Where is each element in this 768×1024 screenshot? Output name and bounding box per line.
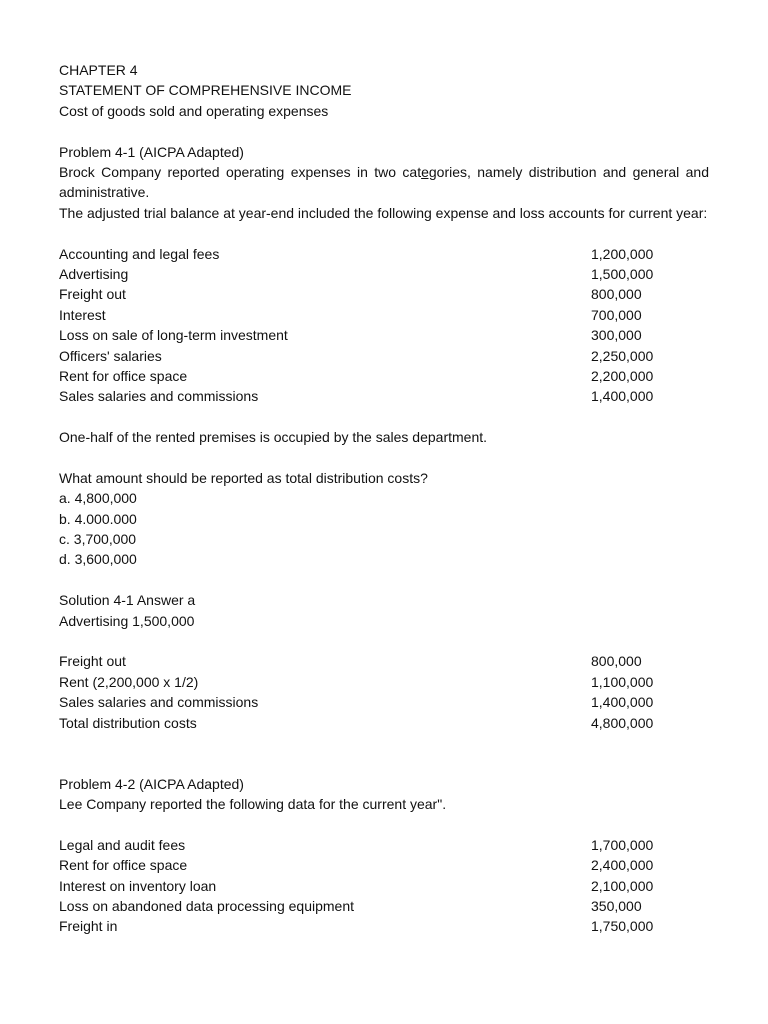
answer-choice: d. 3,600,000 — [59, 551, 137, 568]
underlined-text: eg — [421, 163, 437, 180]
account-label: Freight in — [59, 918, 118, 935]
table-row — [59, 692, 709, 712]
account-label: Advertising — [59, 265, 129, 282]
account-amount: 300,000 — [591, 327, 642, 344]
table-row — [59, 651, 709, 671]
account-label: Rent for office space — [59, 367, 188, 384]
account-amount: 2,200,000 — [591, 367, 654, 384]
document-page — [59, 60, 709, 937]
account-label: Rent for office space — [59, 857, 188, 874]
table-row — [59, 325, 709, 345]
solution-amount: 800,000 — [591, 653, 642, 670]
problem-4-1-heading: Problem 4-1 (AICPA Adapted) — [59, 143, 244, 160]
table-row — [59, 305, 709, 325]
account-label: Accounting and legal fees — [59, 245, 220, 262]
solution-advertising-line: Advertising 1,500,000 — [59, 612, 195, 629]
account-label: Loss on abandoned data processing equipment — [59, 898, 354, 915]
account-amount: 800,000 — [591, 286, 642, 303]
account-label: Legal and audit fees — [59, 836, 186, 853]
solution-4-1-heading: Solution 4-1 Answer a — [59, 592, 196, 609]
solution-amount: 4,800,000 — [591, 714, 654, 731]
account-amount: 1,200,000 — [591, 245, 654, 262]
problem-4-1-paragraph-1 — [59, 162, 709, 203]
table-row — [59, 284, 709, 304]
account-amount: 1,400,000 — [591, 388, 654, 405]
account-label: Interest on inventory loan — [59, 877, 217, 894]
account-label: Loss on sale of long-term investment — [59, 327, 288, 344]
table-row — [59, 366, 709, 386]
problem-4-1-paragraph-2: The adjusted trial balance at year-end included the following expense and loss accounts for current year: — [59, 204, 708, 221]
problem-4-2-heading: Problem 4-2 (AICPA Adapted) — [59, 775, 244, 792]
answer-choice: b. 4.000.000 — [59, 510, 137, 527]
paragraph-text: ories, namely distribution and general and administrative. — [59, 163, 709, 201]
solution-4-1-table — [59, 651, 709, 733]
solution-label: Rent (2,200,000 x 1/2) — [59, 673, 199, 690]
answer-choice: c. 3,700,000 — [59, 531, 137, 548]
table-row — [59, 713, 709, 733]
account-amount: 2,100,000 — [591, 877, 654, 894]
account-amount: 1,500,000 — [591, 265, 654, 282]
question-text: What amount should be reported as total distribution costs? — [59, 469, 428, 486]
table-row — [59, 346, 709, 366]
solution-label: Freight out — [59, 653, 126, 670]
account-amount: 2,400,000 — [591, 857, 654, 874]
table-row — [59, 876, 709, 896]
table-row — [59, 916, 709, 936]
paragraph-text: Brock Company reported operating expenses in two cat — [59, 163, 422, 180]
account-amount: 2,250,000 — [591, 347, 654, 364]
account-amount: 1,750,000 — [591, 918, 654, 935]
solution-amount: 1,400,000 — [591, 694, 654, 711]
table-row — [59, 386, 709, 406]
table-row — [59, 264, 709, 284]
account-label: Freight out — [59, 286, 126, 303]
solution-amount: 1,100,000 — [591, 673, 654, 690]
solution-label: Total distribution costs — [59, 714, 197, 731]
account-amount: 700,000 — [591, 306, 642, 323]
problem-4-2-accounts-table — [59, 835, 709, 937]
account-amount: 1,700,000 — [591, 836, 654, 853]
rented-premises-note: One-half of the rented premises is occupied by the sales department. — [59, 429, 488, 446]
account-amount: 350,000 — [591, 898, 642, 915]
chapter-heading: CHAPTER 4 — [59, 62, 138, 78]
account-label: Officers' salaries — [59, 347, 162, 364]
answer-choice: a. 4,800,000 — [59, 490, 137, 507]
section-subtitle: Cost of goods sold and operating expenses — [59, 102, 329, 119]
table-row — [59, 835, 709, 855]
statement-title: STATEMENT OF COMPREHENSIVE INCOME — [59, 82, 352, 99]
table-row — [59, 855, 709, 875]
account-label: Sales salaries and commissions — [59, 388, 259, 405]
problem-4-2-intro: Lee Company reported the following data for the current year". — [59, 796, 447, 813]
table-row — [59, 896, 709, 916]
problem-4-1-accounts-table — [59, 244, 709, 407]
table-row — [59, 244, 709, 264]
solution-label: Sales salaries and commissions — [59, 694, 259, 711]
account-label: Interest — [59, 306, 106, 323]
table-row — [59, 672, 709, 692]
